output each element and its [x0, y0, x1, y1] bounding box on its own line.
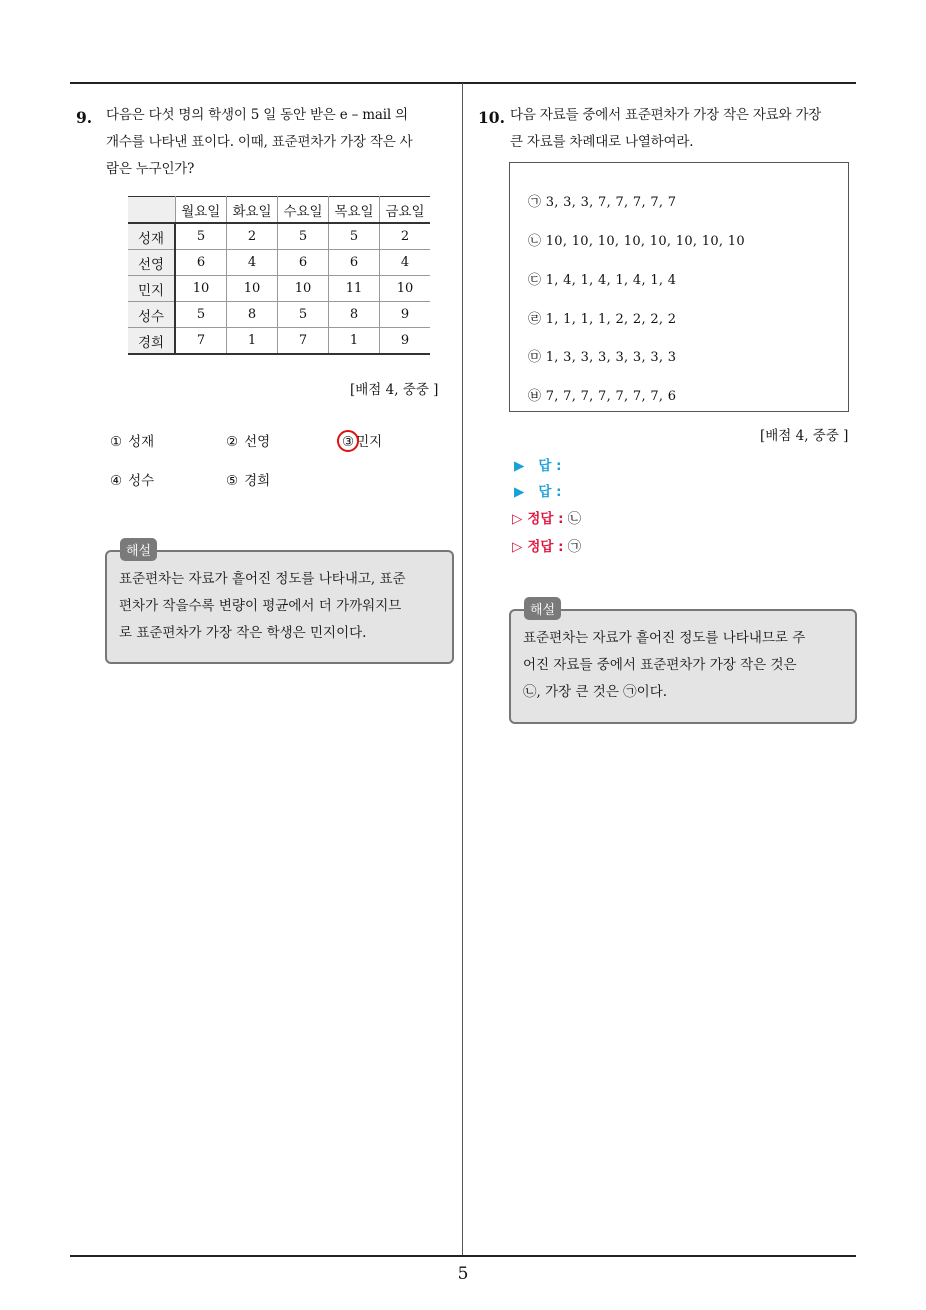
question-10-solution-tag: 해설	[524, 597, 561, 620]
question-9-line: 람은 누구인가?	[106, 161, 195, 177]
data-set-row: ㉥ 7, 7, 7, 7, 7, 7, 7, 6	[528, 389, 677, 404]
table-cell: 5	[175, 302, 227, 328]
solution-line: 로 표준편차가 가장 작은 학생은 민지이다.	[119, 625, 367, 641]
table-row	[128, 250, 430, 276]
choice-1-mark: ①	[110, 434, 123, 450]
table-cell: 2	[227, 223, 278, 250]
choice-4-label: 성수	[128, 473, 155, 489]
table-cell: 8	[227, 302, 278, 328]
table-cell: 2	[380, 223, 431, 250]
table-cell: 5	[278, 302, 329, 328]
table-cell: 1	[227, 328, 278, 355]
table-cell: 5	[278, 223, 329, 250]
data-set-row: ㉢ 1, 4, 1, 4, 1, 4, 1, 4	[528, 273, 677, 288]
table-cell: 5	[329, 223, 380, 250]
solution-line: 어진 자료들 중에서 표준편차가 가장 작은 것은	[523, 657, 797, 673]
row-header: 선영	[128, 250, 175, 276]
table-row	[128, 276, 430, 302]
row-header: 경희	[128, 328, 175, 355]
column-header: 목요일	[329, 197, 380, 224]
table-header-row	[128, 197, 430, 224]
row-header: 민지	[128, 276, 175, 302]
data-set-row: ㉠ 3, 3, 3, 7, 7, 7, 7, 7	[528, 195, 677, 210]
correct-answer-line-2	[512, 535, 581, 555]
question-10-line: 다음 자료들 중에서 표준편차가 가장 작은 자료와 가장	[510, 107, 822, 123]
question-9-line: 다음은 다섯 명의 학생이 5 일 동안 받은 e – mail 의	[106, 107, 408, 123]
table-cell: 7	[278, 328, 329, 355]
choice-2-mark: ②	[226, 434, 239, 450]
top-rule	[70, 82, 856, 84]
table-cell: 7	[175, 328, 227, 355]
solution-line: 편차가 작을수록 변량이 평균에서 더 가까워지므	[119, 598, 402, 614]
question-9-solution-tag: 해설	[120, 538, 157, 561]
table-cell: 6	[175, 250, 227, 276]
table-corner	[128, 197, 175, 224]
question-10-number: 10.	[478, 108, 505, 127]
choice-3[interactable]	[342, 430, 382, 450]
choice-3-label: 민지	[356, 434, 383, 450]
table-row	[128, 328, 430, 355]
outline-triangle-icon: ▷	[512, 539, 523, 555]
bottom-rule	[70, 1255, 856, 1257]
answer-line-1	[514, 454, 562, 474]
table-cell: 11	[329, 276, 380, 302]
row-header: 성수	[128, 302, 175, 328]
table-cell: 10	[227, 276, 278, 302]
table-cell: 6	[278, 250, 329, 276]
table-row	[128, 223, 430, 250]
answer-label: 답 :	[538, 458, 562, 474]
choice-4[interactable]	[110, 469, 154, 489]
play-triangle-icon: ▶	[514, 458, 525, 474]
table-row	[128, 302, 430, 328]
correct-label: 정답 :	[527, 511, 564, 527]
question-10-solution-box	[509, 609, 857, 724]
question-10-score: [배점 4, 중중 ]	[760, 428, 849, 444]
correct-label: 정답 :	[527, 539, 564, 555]
selected-circle-icon	[337, 430, 359, 452]
outline-triangle-icon: ▷	[512, 511, 523, 527]
table-cell: 9	[380, 328, 431, 355]
play-triangle-icon: ▶	[514, 484, 525, 500]
table-cell: 8	[329, 302, 380, 328]
table-cell: 5	[175, 223, 227, 250]
table-cell: 10	[175, 276, 227, 302]
table-cell: 10	[380, 276, 431, 302]
table-cell: 9	[380, 302, 431, 328]
answer-line-2	[514, 480, 562, 500]
choice-1[interactable]	[110, 430, 154, 450]
data-set-row: ㉤ 1, 3, 3, 3, 3, 3, 3, 3	[528, 350, 677, 365]
choice-5-label: 경희	[244, 473, 271, 489]
table-cell: 10	[278, 276, 329, 302]
choice-3-mark-text: ③	[342, 434, 355, 450]
correct-answer-line-1	[512, 507, 581, 527]
choice-5-mark: ⑤	[226, 473, 239, 489]
choice-2[interactable]	[226, 430, 270, 450]
correct-value: ㉠	[567, 539, 582, 555]
data-set-row: ㉣ 1, 1, 1, 1, 2, 2, 2, 2	[528, 312, 677, 327]
column-divider	[462, 83, 463, 1255]
page-number: 5	[457, 1264, 469, 1284]
solution-line: 표준편차는 자료가 흩어진 정도를 나타내고, 표준	[119, 571, 406, 587]
table-cell: 1	[329, 328, 380, 355]
table-cell: 4	[380, 250, 431, 276]
question-9-solution-box	[105, 550, 454, 664]
data-set-row: ㉡ 10, 10, 10, 10, 10, 10, 10, 10	[528, 234, 745, 249]
question-10-text	[510, 102, 860, 156]
column-header: 수요일	[278, 197, 329, 224]
correct-value: ㉡	[567, 511, 582, 527]
column-header: 화요일	[227, 197, 278, 224]
solution-line: ㉡, 가장 큰 것은 ㉠이다.	[523, 684, 668, 700]
table-cell: 4	[227, 250, 278, 276]
data-sets-box	[509, 162, 849, 412]
row-header: 성재	[128, 223, 175, 250]
question-10-line: 큰 자료를 차례대로 나열하여라.	[510, 134, 694, 150]
choice-1-label: 성재	[128, 434, 155, 450]
column-header: 월요일	[175, 197, 227, 224]
question-9-text	[106, 102, 458, 183]
email-count-table	[128, 196, 430, 355]
answer-label: 답 :	[538, 484, 562, 500]
table-cell: 6	[329, 250, 380, 276]
solution-line: 표준편차는 자료가 흩어진 정도를 나타내므로 주	[523, 630, 806, 646]
question-9-score: [배점 4, 중중 ]	[350, 382, 439, 398]
question-9-number: 9.	[76, 108, 93, 127]
choice-5[interactable]	[226, 469, 270, 489]
column-header: 금요일	[380, 197, 431, 224]
choice-4-mark: ④	[110, 473, 123, 489]
choice-3-mark	[342, 434, 354, 450]
question-9-line: 개수를 나타낸 표이다. 이때, 표준편차가 가장 작은 사	[106, 134, 413, 150]
choice-2-label: 선영	[244, 434, 271, 450]
